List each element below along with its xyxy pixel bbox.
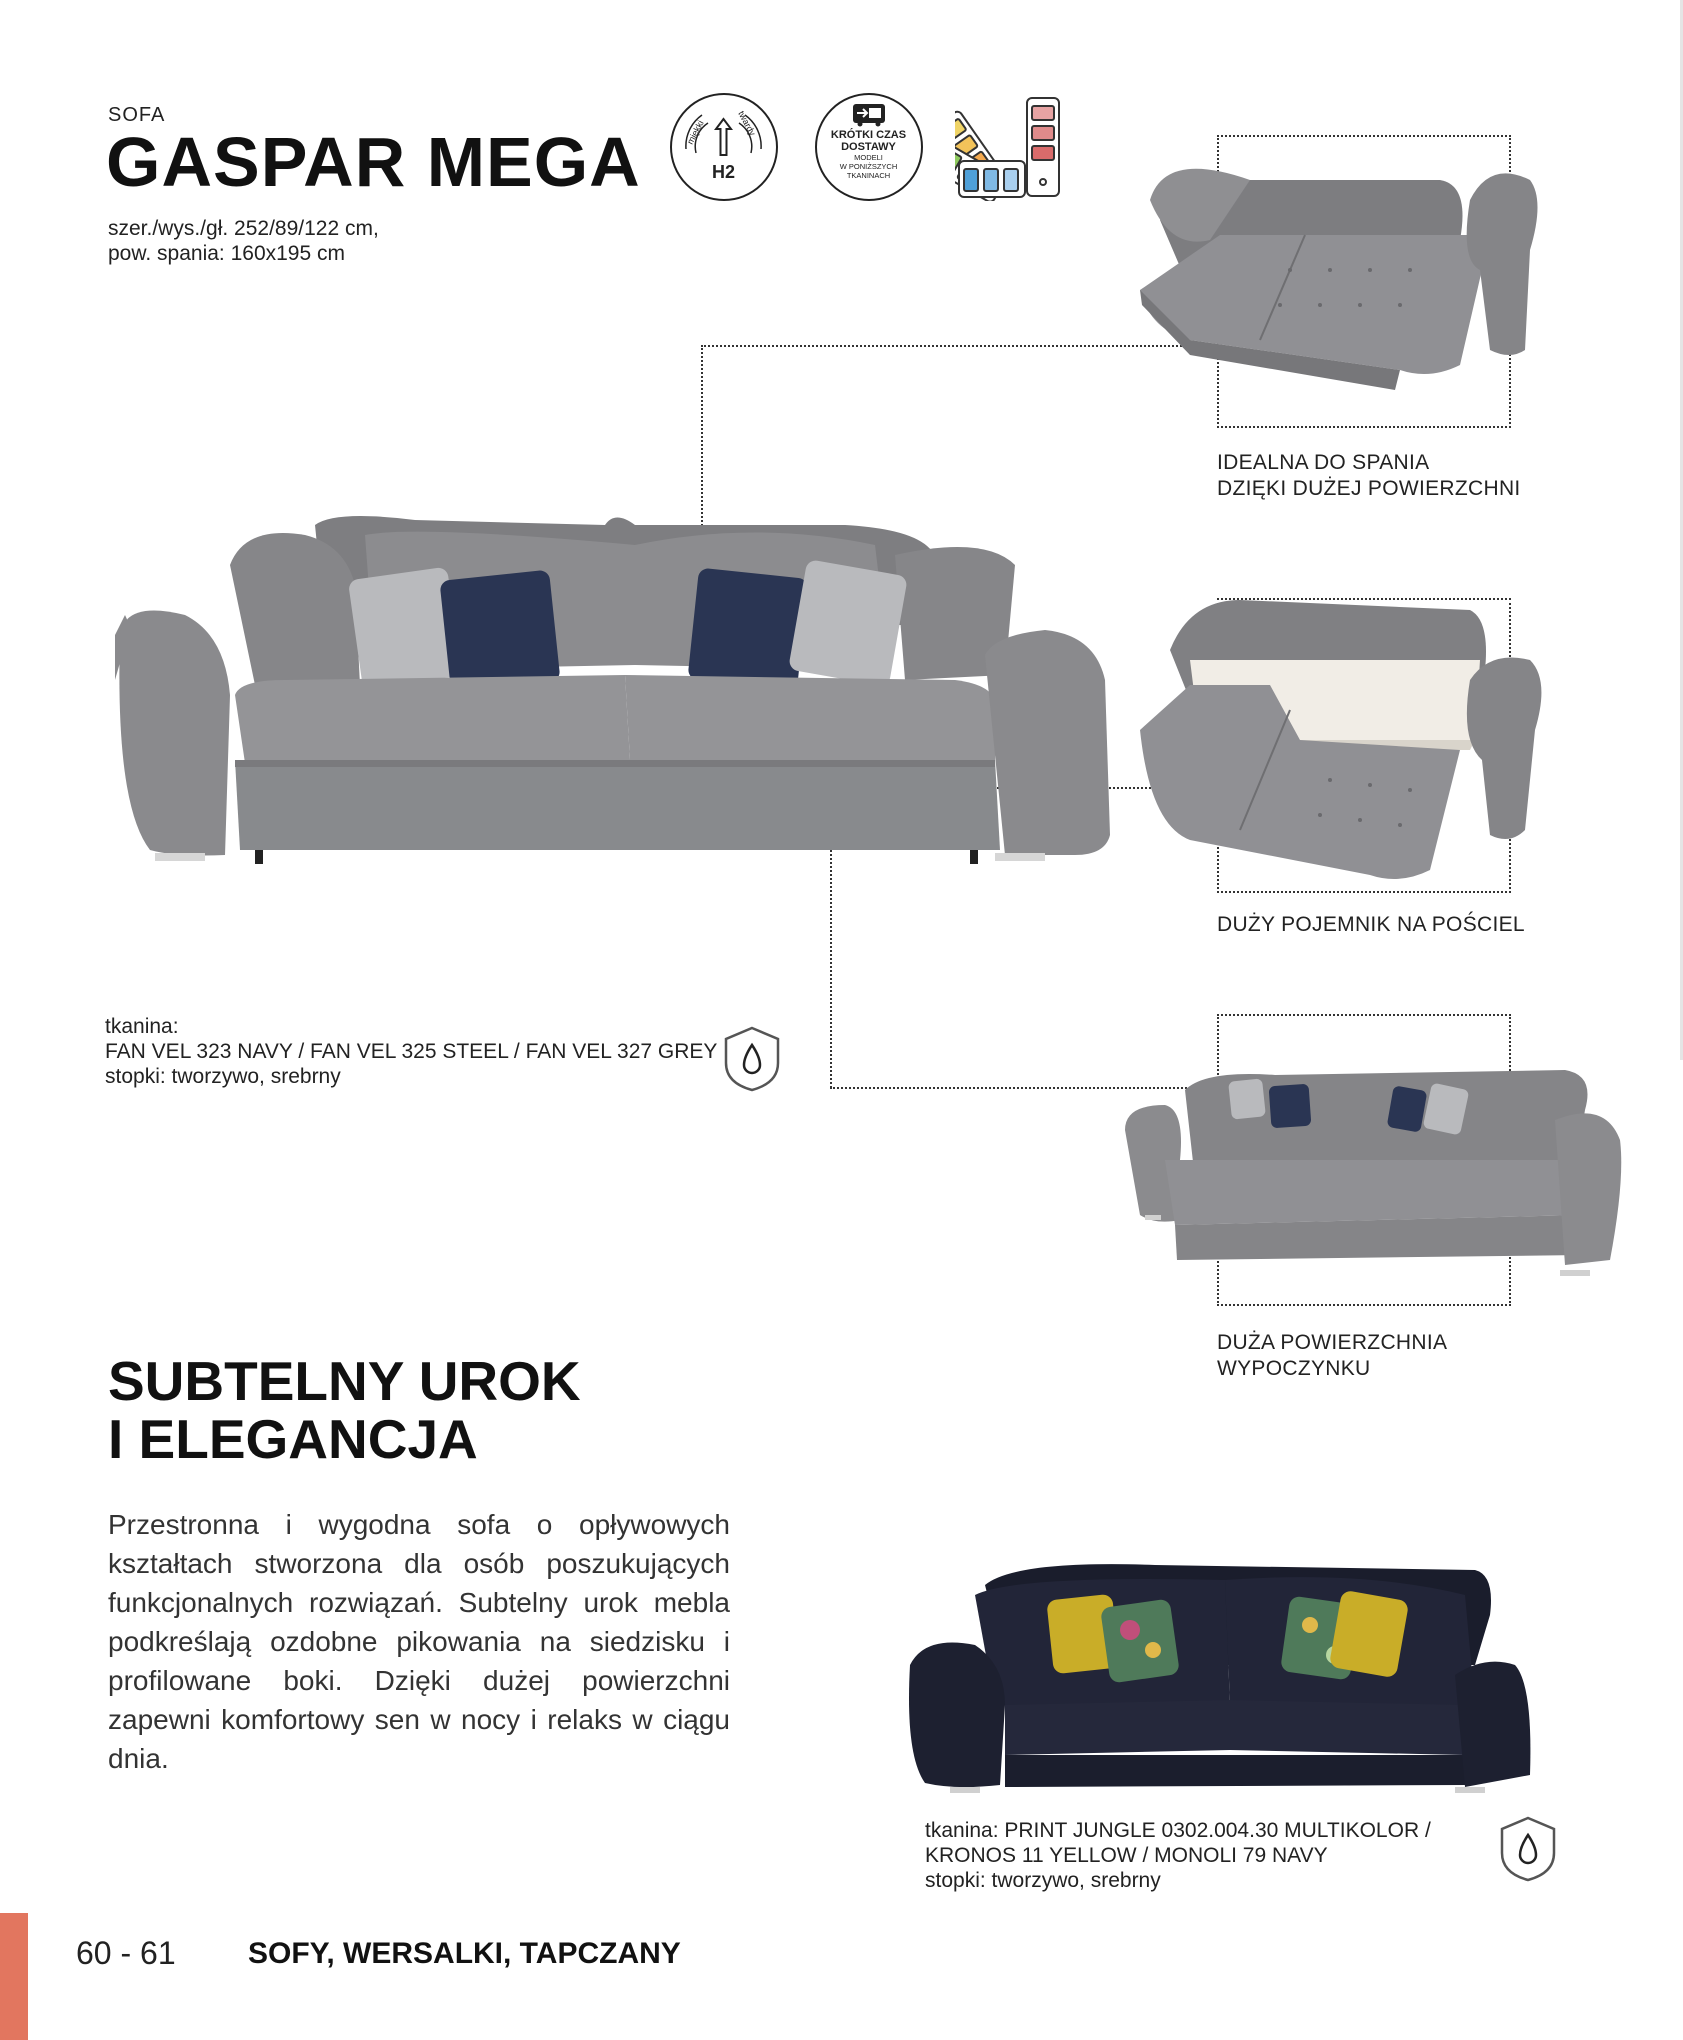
truck-icon	[853, 104, 885, 127]
fabric-names: KRONOS 11 YELLOW / MONOLI 79 NAVY	[925, 1844, 1328, 1867]
feature-caption-storage	[1217, 912, 1525, 938]
arrow-up-icon	[672, 95, 775, 198]
water-drop-shield-icon	[1498, 1815, 1558, 1883]
sleeping-area-line: pow. spania: 160x195 cm	[108, 242, 345, 265]
delivery-line-3: MODELI	[854, 153, 883, 162]
dimensions-line: szer./wys./gł. 252/89/122 cm,	[108, 217, 379, 240]
fabric-names: FAN VEL 323 NAVY / FAN VEL 325 STEEL / FAN VEL 327 GREY	[105, 1040, 718, 1063]
feature-caption-line: DZIĘKI DUŻEJ POWIERZCHNI	[1217, 477, 1521, 500]
delivery-line-2: DOSTAWY	[841, 141, 896, 153]
firmness-hard-label: twardy	[736, 109, 758, 138]
feet-info: stopki: tworzywo, srebrny	[105, 1065, 341, 1088]
firmness-badge	[670, 93, 778, 201]
product-description: Przestronna i wygodna sofa o opływowych kształtach stworzona dla osób poszukujących funkcjonalnych rozwiązań. Subtelny urok mebla podkreślają ozdobne pikowania na siedzisku i profilowane boki. Dzięki dużej powierzchni zapewni komfortowy sen w nocy i relaks w ciągu dnia.	[108, 1509, 730, 1774]
sofa-bed-open-image	[1130, 140, 1570, 430]
firmness-value: H2	[711, 162, 736, 182]
delivery-line-4: W PONIŻSZYCH	[839, 162, 898, 171]
color-swatch-icon	[955, 93, 1061, 201]
fabric-info-navy	[925, 1818, 1431, 1893]
feature-caption-line: IDEALNA DO SPANIA	[1217, 451, 1430, 474]
sofa-angled-image	[1105, 1050, 1625, 1300]
navy-sofa-image	[905, 1555, 1535, 1805]
section-heading-line: SUBTELNY UROK	[108, 1350, 581, 1412]
section-color-tab	[0, 1913, 28, 2040]
fabric-info-grey	[105, 1014, 717, 1089]
page-number: 60 - 61	[76, 1935, 176, 1971]
product-dimensions	[108, 216, 379, 266]
feature-caption-line: DUŻA POWIERZCHNIA	[1217, 1331, 1448, 1354]
delivery-line-5: TKANINACH	[846, 171, 891, 180]
water-drop-shield-icon	[722, 1025, 782, 1093]
delivery-badge	[815, 93, 923, 201]
feature-caption-seating	[1217, 1330, 1447, 1382]
section-heading-line: I ELEGANCJA	[108, 1408, 478, 1470]
delivery-line-1: KRÓTKI CZAS	[830, 129, 907, 141]
feature-caption-line: WYPOCZYNKU	[1217, 1357, 1371, 1380]
grey-sofa-image	[115, 505, 1120, 875]
product-title: GASPAR MEGA	[106, 123, 641, 201]
sofa-storage-image	[1130, 590, 1570, 890]
section-heading	[108, 1352, 581, 1468]
fabric-names: tkanina: PRINT JUNGLE 0302.004.30 MULTIKOLOR /	[925, 1819, 1431, 1842]
feature-caption-sleeping	[1217, 450, 1521, 502]
product-category: SOFA	[108, 104, 166, 126]
feet-info: stopki: tworzywo, srebrny	[925, 1869, 1161, 1892]
firmness-soft-label: miękki	[684, 118, 706, 146]
section-title: SOFY, WERSALKI, TAPCZANY	[248, 1937, 681, 1970]
fabric-label: tkanina:	[105, 1015, 179, 1038]
feature-caption-line: DUŻY POJEMNIK NA POŚCIEL	[1217, 913, 1525, 936]
